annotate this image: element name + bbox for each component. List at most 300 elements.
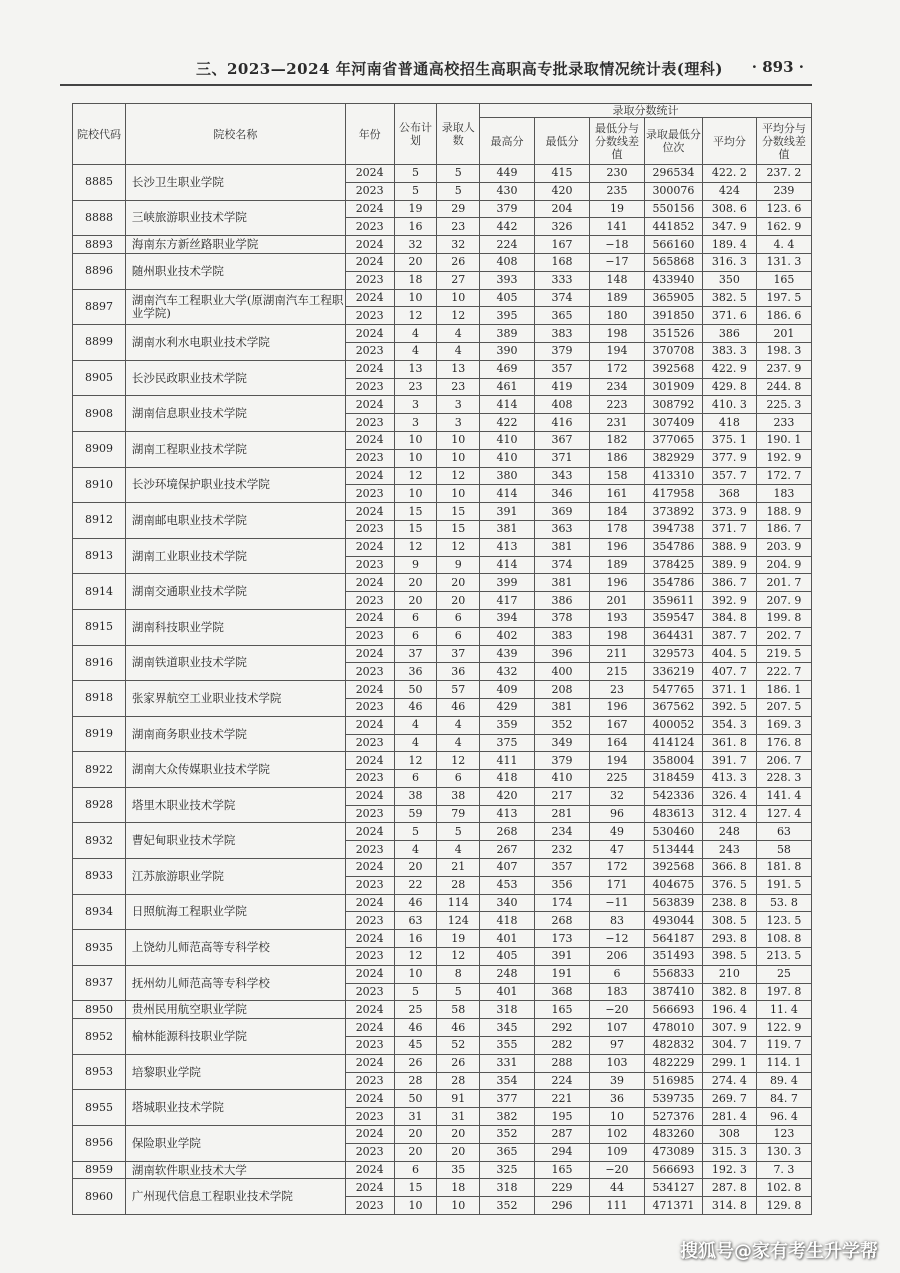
cell-min-rank: 566160 bbox=[644, 236, 702, 254]
cell-plan: 6 bbox=[394, 770, 437, 788]
cell-plan: 59 bbox=[394, 805, 437, 823]
table-row bbox=[73, 1090, 812, 1108]
cell-min-rank: 534127 bbox=[644, 1179, 702, 1197]
cell-max: 410 bbox=[480, 449, 535, 467]
cell-min-rank: 483260 bbox=[644, 1126, 702, 1144]
cell-admitted: 27 bbox=[437, 271, 480, 289]
cell-admitted: 46 bbox=[437, 1019, 480, 1037]
cell-plan: 20 bbox=[394, 1143, 437, 1161]
table-row bbox=[73, 325, 812, 343]
cell-admitted: 12 bbox=[437, 948, 480, 966]
cell-year: 2024 bbox=[345, 894, 394, 912]
cell-max: 399 bbox=[480, 574, 535, 592]
cell-plan: 12 bbox=[394, 467, 437, 485]
cell-avg: 287. 8 bbox=[702, 1179, 756, 1197]
cell-min-rank: 392568 bbox=[644, 859, 702, 877]
cell-admitted: 91 bbox=[437, 1090, 480, 1108]
table-row bbox=[73, 1054, 812, 1072]
header-min-diff: 最低分与分数线差值 bbox=[589, 118, 644, 165]
cell-min-rank: 564187 bbox=[644, 930, 702, 948]
cell-admitted: 12 bbox=[437, 307, 480, 325]
cell-avg-diff: 162. 9 bbox=[756, 218, 811, 236]
cell-min-rank: 373892 bbox=[644, 503, 702, 521]
cell-year: 2024 bbox=[345, 787, 394, 805]
cell-year: 2023 bbox=[345, 876, 394, 894]
cell-min: 191 bbox=[535, 965, 590, 983]
cell-plan: 5 bbox=[394, 983, 437, 1001]
cell-min-diff: 167 bbox=[589, 716, 644, 734]
table-row bbox=[73, 930, 812, 948]
cell-min-rank: 307409 bbox=[644, 414, 702, 432]
cell-max: 331 bbox=[480, 1054, 535, 1072]
school-name: 曹妃甸职业技术学院 bbox=[125, 823, 345, 859]
school-name: 日照航海工程职业学院 bbox=[125, 894, 345, 930]
table-body bbox=[73, 165, 812, 1215]
cell-admitted: 46 bbox=[437, 698, 480, 716]
cell-min-diff: −12 bbox=[589, 930, 644, 948]
cell-min-rank: 566693 bbox=[644, 1001, 702, 1019]
cell-plan: 23 bbox=[394, 378, 437, 396]
school-code: 8896 bbox=[73, 253, 126, 289]
cell-min-diff: 109 bbox=[589, 1143, 644, 1161]
cell-min: 234 bbox=[535, 823, 590, 841]
school-code: 8934 bbox=[73, 894, 126, 930]
school-code: 8960 bbox=[73, 1179, 126, 1215]
cell-min-diff: 183 bbox=[589, 983, 644, 1001]
cell-max: 393 bbox=[480, 271, 535, 289]
cell-max: 442 bbox=[480, 218, 535, 236]
cell-plan: 20 bbox=[394, 1126, 437, 1144]
cell-admitted: 29 bbox=[437, 200, 480, 218]
cell-avg-diff: 25 bbox=[756, 965, 811, 983]
cell-plan: 46 bbox=[394, 698, 437, 716]
cell-plan: 20 bbox=[394, 253, 437, 271]
cell-plan: 15 bbox=[394, 1179, 437, 1197]
cell-min-rank: 370708 bbox=[644, 342, 702, 360]
cell-avg-diff: 131. 3 bbox=[756, 253, 811, 271]
cell-avg-diff: 108. 8 bbox=[756, 930, 811, 948]
cell-min: 371 bbox=[535, 449, 590, 467]
cell-year: 2024 bbox=[345, 1001, 394, 1019]
cell-avg-diff: 203. 9 bbox=[756, 538, 811, 556]
table-row bbox=[73, 1019, 812, 1037]
cell-min-rank: 365905 bbox=[644, 289, 702, 307]
cell-year: 2024 bbox=[345, 645, 394, 663]
school-name: 湖南大众传媒职业技术学院 bbox=[125, 752, 345, 788]
cell-avg-diff: 89. 4 bbox=[756, 1072, 811, 1090]
cell-min: 357 bbox=[535, 859, 590, 877]
cell-max: 432 bbox=[480, 663, 535, 681]
cell-admitted: 5 bbox=[437, 182, 480, 200]
cell-min-diff: 196 bbox=[589, 574, 644, 592]
cell-plan: 10 bbox=[394, 431, 437, 449]
cell-avg-diff: 123. 5 bbox=[756, 912, 811, 930]
school-name: 长沙环境保护职业技术学院 bbox=[125, 467, 345, 503]
cell-min: 365 bbox=[535, 307, 590, 325]
cell-min-rank: 318459 bbox=[644, 770, 702, 788]
cell-avg-diff: 129. 8 bbox=[756, 1197, 811, 1215]
cell-avg: 375. 1 bbox=[702, 431, 756, 449]
cell-max: 377 bbox=[480, 1090, 535, 1108]
cell-min-rank: 394738 bbox=[644, 520, 702, 538]
cell-min: 381 bbox=[535, 538, 590, 556]
cell-plan: 4 bbox=[394, 841, 437, 859]
header-admitted: 录取人数 bbox=[437, 104, 480, 165]
cell-year: 2024 bbox=[345, 1019, 394, 1037]
cell-avg-diff: 122. 9 bbox=[756, 1019, 811, 1037]
cell-year: 2024 bbox=[345, 396, 394, 414]
cell-min-diff: 193 bbox=[589, 609, 644, 627]
cell-max: 379 bbox=[480, 200, 535, 218]
cell-avg-diff: 206. 7 bbox=[756, 752, 811, 770]
cell-admitted: 3 bbox=[437, 396, 480, 414]
cell-plan: 46 bbox=[394, 1019, 437, 1037]
cell-year: 2024 bbox=[345, 681, 394, 699]
cell-min-diff: 171 bbox=[589, 876, 644, 894]
cell-min-rank: 563839 bbox=[644, 894, 702, 912]
cell-min: 420 bbox=[535, 182, 590, 200]
cell-max: 407 bbox=[480, 859, 535, 877]
cell-max: 413 bbox=[480, 805, 535, 823]
cell-avg-diff: 237. 2 bbox=[756, 165, 811, 183]
school-name: 贵州民用航空职业学院 bbox=[125, 1001, 345, 1019]
cell-avg-diff: 181. 8 bbox=[756, 859, 811, 877]
cell-year: 2023 bbox=[345, 1037, 394, 1055]
school-code: 8914 bbox=[73, 574, 126, 610]
cell-year: 2024 bbox=[345, 503, 394, 521]
cell-min-rank: 478010 bbox=[644, 1019, 702, 1037]
cell-year: 2024 bbox=[345, 165, 394, 183]
cell-year: 2024 bbox=[345, 1054, 394, 1072]
table-row bbox=[73, 1126, 812, 1144]
cell-admitted: 36 bbox=[437, 663, 480, 681]
cell-admitted: 114 bbox=[437, 894, 480, 912]
cell-avg: 386. 7 bbox=[702, 574, 756, 592]
cell-min: 195 bbox=[535, 1108, 590, 1126]
table-row bbox=[73, 360, 812, 378]
cell-plan: 19 bbox=[394, 200, 437, 218]
cell-avg: 373. 9 bbox=[702, 503, 756, 521]
school-name: 湖南铁道职业技术学院 bbox=[125, 645, 345, 681]
cell-min-diff: 189 bbox=[589, 556, 644, 574]
cell-max: 391 bbox=[480, 503, 535, 521]
cell-plan: 12 bbox=[394, 948, 437, 966]
cell-avg: 326. 4 bbox=[702, 787, 756, 805]
cell-avg-diff: 225. 3 bbox=[756, 396, 811, 414]
cell-avg-diff: 172. 7 bbox=[756, 467, 811, 485]
watermark-text: 搜狐号@家有考生升学帮 bbox=[680, 1241, 878, 1262]
cell-year: 2023 bbox=[345, 734, 394, 752]
school-name: 上饶幼儿师范高等专科学校 bbox=[125, 930, 345, 966]
cell-admitted: 4 bbox=[437, 841, 480, 859]
cell-admitted: 18 bbox=[437, 1179, 480, 1197]
cell-min-diff: 103 bbox=[589, 1054, 644, 1072]
cell-year: 2024 bbox=[345, 325, 394, 343]
cell-min-rank: 378425 bbox=[644, 556, 702, 574]
cell-year: 2023 bbox=[345, 663, 394, 681]
cell-year: 2023 bbox=[345, 1197, 394, 1215]
cell-avg-diff: 192. 9 bbox=[756, 449, 811, 467]
cell-year: 2023 bbox=[345, 307, 394, 325]
cell-avg-diff: 198. 3 bbox=[756, 342, 811, 360]
table-row bbox=[73, 538, 812, 556]
cell-max: 401 bbox=[480, 983, 535, 1001]
cell-year: 2023 bbox=[345, 1108, 394, 1126]
cell-min-rank: 359611 bbox=[644, 592, 702, 610]
cell-plan: 10 bbox=[394, 1197, 437, 1215]
cell-admitted: 26 bbox=[437, 253, 480, 271]
cell-max: 380 bbox=[480, 467, 535, 485]
cell-min: 368 bbox=[535, 983, 590, 1001]
cell-avg-diff: 239 bbox=[756, 182, 811, 200]
cell-max: 429 bbox=[480, 698, 535, 716]
cell-avg-diff: 127. 4 bbox=[756, 805, 811, 823]
cell-min-rank: 404675 bbox=[644, 876, 702, 894]
cell-plan: 3 bbox=[394, 396, 437, 414]
cell-avg: 314. 8 bbox=[702, 1197, 756, 1215]
cell-year: 2023 bbox=[345, 485, 394, 503]
table-row bbox=[73, 236, 812, 254]
cell-avg-diff: 233 bbox=[756, 414, 811, 432]
cell-avg: 418 bbox=[702, 414, 756, 432]
cell-min: 229 bbox=[535, 1179, 590, 1197]
cell-plan: 20 bbox=[394, 859, 437, 877]
cell-year: 2024 bbox=[345, 1126, 394, 1144]
cell-avg: 308 bbox=[702, 1126, 756, 1144]
cell-year: 2023 bbox=[345, 1143, 394, 1161]
cell-year: 2024 bbox=[345, 431, 394, 449]
cell-avg: 238. 8 bbox=[702, 894, 756, 912]
cell-min-rank: 336219 bbox=[644, 663, 702, 681]
cell-admitted: 10 bbox=[437, 449, 480, 467]
cell-min-rank: 301909 bbox=[644, 378, 702, 396]
school-name: 张家界航空工业职业技术学院 bbox=[125, 681, 345, 717]
table-row bbox=[73, 716, 812, 734]
cell-min-diff: 184 bbox=[589, 503, 644, 521]
cell-admitted: 124 bbox=[437, 912, 480, 930]
cell-avg-diff: 119. 7 bbox=[756, 1037, 811, 1055]
cell-year: 2023 bbox=[345, 378, 394, 396]
header-max: 最高分 bbox=[480, 118, 535, 165]
cell-min-diff: 32 bbox=[589, 787, 644, 805]
cell-plan: 12 bbox=[394, 307, 437, 325]
table-row bbox=[73, 503, 812, 521]
cell-min-rank: 556833 bbox=[644, 965, 702, 983]
cell-avg: 281. 4 bbox=[702, 1108, 756, 1126]
cell-min-rank: 539735 bbox=[644, 1090, 702, 1108]
school-code: 8955 bbox=[73, 1090, 126, 1126]
cell-min-diff: 19 bbox=[589, 200, 644, 218]
school-code: 8952 bbox=[73, 1019, 126, 1055]
cell-min-diff: −17 bbox=[589, 253, 644, 271]
cell-plan: 4 bbox=[394, 325, 437, 343]
cell-min-rank: 414124 bbox=[644, 734, 702, 752]
cell-year: 2024 bbox=[345, 200, 394, 218]
cell-avg-diff: 197. 5 bbox=[756, 289, 811, 307]
cell-min-diff: 182 bbox=[589, 431, 644, 449]
cell-min: 208 bbox=[535, 681, 590, 699]
cell-year: 2024 bbox=[345, 236, 394, 254]
school-code: 8913 bbox=[73, 538, 126, 574]
cell-min-rank: 354786 bbox=[644, 538, 702, 556]
cell-min: 379 bbox=[535, 342, 590, 360]
cell-min: 282 bbox=[535, 1037, 590, 1055]
cell-min-diff: 178 bbox=[589, 520, 644, 538]
cell-min: 400 bbox=[535, 663, 590, 681]
cell-plan: 32 bbox=[394, 236, 437, 254]
cell-avg-diff: 204. 9 bbox=[756, 556, 811, 574]
cell-avg: 382. 8 bbox=[702, 983, 756, 1001]
cell-avg: 316. 3 bbox=[702, 253, 756, 271]
cell-year: 2023 bbox=[345, 182, 394, 200]
school-code: 8932 bbox=[73, 823, 126, 859]
page-header bbox=[60, 56, 812, 86]
cell-plan: 13 bbox=[394, 360, 437, 378]
cell-min: 343 bbox=[535, 467, 590, 485]
cell-avg: 192. 3 bbox=[702, 1161, 756, 1179]
cell-avg: 196. 4 bbox=[702, 1001, 756, 1019]
cell-min-diff: 186 bbox=[589, 449, 644, 467]
cell-max: 469 bbox=[480, 360, 535, 378]
school-name: 保险职业学院 bbox=[125, 1126, 345, 1162]
cell-min-rank: 547765 bbox=[644, 681, 702, 699]
cell-plan: 45 bbox=[394, 1037, 437, 1055]
cell-plan: 6 bbox=[394, 609, 437, 627]
school-name: 随州职业技术学院 bbox=[125, 253, 345, 289]
cell-min-diff: 10 bbox=[589, 1108, 644, 1126]
cell-avg: 424 bbox=[702, 182, 756, 200]
cell-avg: 389. 9 bbox=[702, 556, 756, 574]
cell-max: 418 bbox=[480, 770, 535, 788]
cell-avg-diff: 191. 5 bbox=[756, 876, 811, 894]
cell-max: 224 bbox=[480, 236, 535, 254]
cell-min-diff: −20 bbox=[589, 1001, 644, 1019]
cell-avg: 366. 8 bbox=[702, 859, 756, 877]
cell-max: 381 bbox=[480, 520, 535, 538]
header-name: 院校名称 bbox=[125, 104, 345, 165]
cell-min-diff: 23 bbox=[589, 681, 644, 699]
cell-avg-diff: 114. 1 bbox=[756, 1054, 811, 1072]
cell-year: 2024 bbox=[345, 716, 394, 734]
cell-min-diff: 206 bbox=[589, 948, 644, 966]
cell-max: 354 bbox=[480, 1072, 535, 1090]
cell-year: 2023 bbox=[345, 627, 394, 645]
cell-min: 287 bbox=[535, 1126, 590, 1144]
table-row bbox=[73, 645, 812, 663]
cell-min: 221 bbox=[535, 1090, 590, 1108]
cell-avg: 357. 7 bbox=[702, 467, 756, 485]
cell-min: 174 bbox=[535, 894, 590, 912]
header-year: 年份 bbox=[345, 104, 394, 165]
cell-min-diff: 47 bbox=[589, 841, 644, 859]
table-row bbox=[73, 165, 812, 183]
table-row bbox=[73, 289, 812, 307]
cell-min-diff: 196 bbox=[589, 538, 644, 556]
cell-min-rank: 329573 bbox=[644, 645, 702, 663]
cell-avg-diff: 7. 3 bbox=[756, 1161, 811, 1179]
header-avg-diff: 平均分与分数线差值 bbox=[756, 118, 811, 165]
cell-avg: 404. 5 bbox=[702, 645, 756, 663]
cell-year: 2024 bbox=[345, 609, 394, 627]
cell-avg-diff: 222. 7 bbox=[756, 663, 811, 681]
cell-avg-diff: 53. 8 bbox=[756, 894, 811, 912]
cell-min-rank: 473089 bbox=[644, 1143, 702, 1161]
cell-avg: 368 bbox=[702, 485, 756, 503]
cell-max: 318 bbox=[480, 1179, 535, 1197]
cell-year: 2023 bbox=[345, 520, 394, 538]
cell-min: 281 bbox=[535, 805, 590, 823]
cell-avg: 210 bbox=[702, 965, 756, 983]
cell-min-rank: 351493 bbox=[644, 948, 702, 966]
cell-min-diff: 172 bbox=[589, 859, 644, 877]
cell-admitted: 10 bbox=[437, 1197, 480, 1215]
cell-min-rank: 417958 bbox=[644, 485, 702, 503]
cell-min: 408 bbox=[535, 396, 590, 414]
cell-avg: 361. 8 bbox=[702, 734, 756, 752]
cell-max: 414 bbox=[480, 396, 535, 414]
cell-admitted: 9 bbox=[437, 556, 480, 574]
cell-min: 352 bbox=[535, 716, 590, 734]
cell-avg-diff: 201 bbox=[756, 325, 811, 343]
cell-min: 204 bbox=[535, 200, 590, 218]
cell-admitted: 13 bbox=[437, 360, 480, 378]
cell-plan: 10 bbox=[394, 449, 437, 467]
cell-admitted: 52 bbox=[437, 1037, 480, 1055]
cell-avg: 382. 5 bbox=[702, 289, 756, 307]
cell-admitted: 6 bbox=[437, 770, 480, 788]
cell-plan: 50 bbox=[394, 1090, 437, 1108]
cell-plan: 16 bbox=[394, 930, 437, 948]
cell-min: 416 bbox=[535, 414, 590, 432]
cell-max: 401 bbox=[480, 930, 535, 948]
school-code: 8912 bbox=[73, 503, 126, 539]
cell-plan: 12 bbox=[394, 538, 437, 556]
school-name: 江苏旅游职业学院 bbox=[125, 859, 345, 895]
cell-admitted: 58 bbox=[437, 1001, 480, 1019]
cell-avg-diff: 190. 1 bbox=[756, 431, 811, 449]
cell-min: 165 bbox=[535, 1161, 590, 1179]
school-name: 湖南邮电职业技术学院 bbox=[125, 503, 345, 539]
cell-min: 292 bbox=[535, 1019, 590, 1037]
cell-plan: 28 bbox=[394, 1072, 437, 1090]
cell-avg-diff: 58 bbox=[756, 841, 811, 859]
cell-admitted: 37 bbox=[437, 645, 480, 663]
cell-avg: 422. 9 bbox=[702, 360, 756, 378]
cell-max: 439 bbox=[480, 645, 535, 663]
cell-admitted: 28 bbox=[437, 876, 480, 894]
cell-plan: 15 bbox=[394, 520, 437, 538]
cell-avg-diff: 228. 3 bbox=[756, 770, 811, 788]
cell-max: 414 bbox=[480, 556, 535, 574]
cell-avg-diff: 237. 9 bbox=[756, 360, 811, 378]
cell-avg: 307. 9 bbox=[702, 1019, 756, 1037]
school-name: 湖南汽车工程职业大学(原湖南汽车工程职业学院) bbox=[125, 289, 345, 325]
cell-min-rank: 300076 bbox=[644, 182, 702, 200]
cell-admitted: 3 bbox=[437, 414, 480, 432]
cell-max: 422 bbox=[480, 414, 535, 432]
cell-min-rank: 516985 bbox=[644, 1072, 702, 1090]
cell-avg-diff: 207. 9 bbox=[756, 592, 811, 610]
cell-min: 217 bbox=[535, 787, 590, 805]
cell-admitted: 79 bbox=[437, 805, 480, 823]
cell-admitted: 6 bbox=[437, 609, 480, 627]
school-code: 8919 bbox=[73, 716, 126, 752]
cell-avg: 377. 9 bbox=[702, 449, 756, 467]
school-code: 8899 bbox=[73, 325, 126, 361]
table-row bbox=[73, 752, 812, 770]
cell-min-diff: −20 bbox=[589, 1161, 644, 1179]
table-row bbox=[73, 253, 812, 271]
